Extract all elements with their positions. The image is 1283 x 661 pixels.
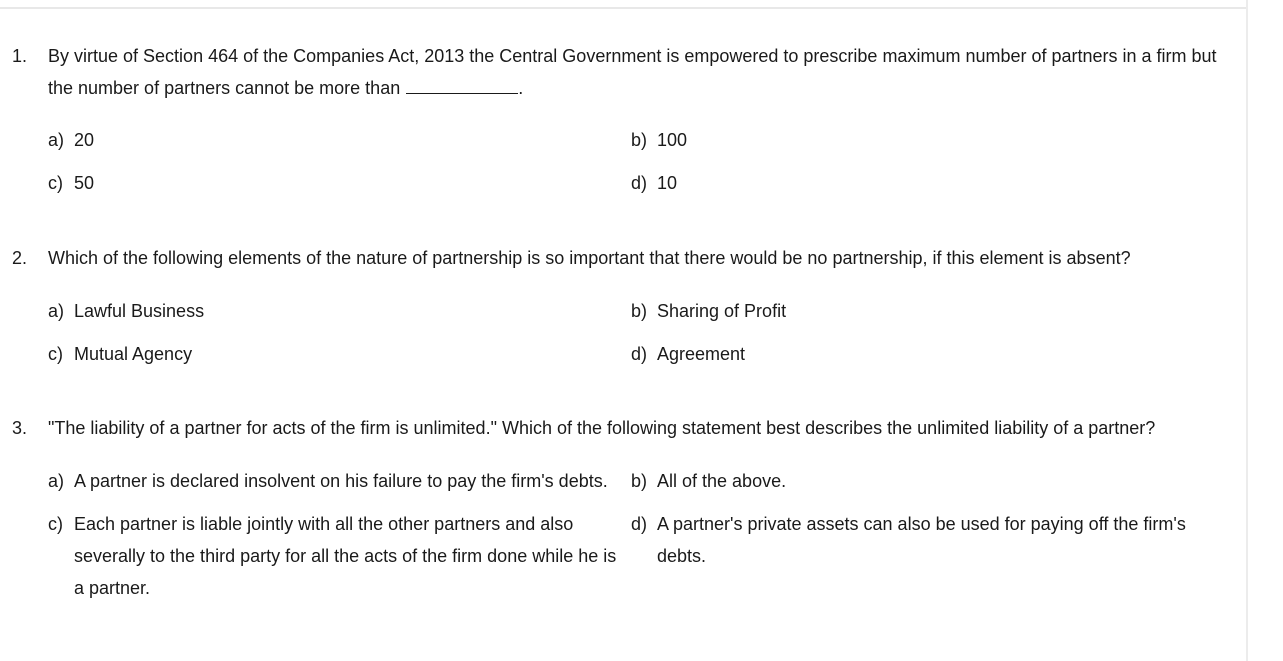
option-text: Lawful Business bbox=[74, 301, 205, 321]
option-letter: d) bbox=[631, 514, 648, 534]
answer-blank bbox=[406, 79, 518, 94]
option-letter: a) bbox=[48, 301, 65, 321]
option-letter: c) bbox=[48, 514, 63, 534]
question-number: 2. bbox=[12, 248, 28, 268]
option-text: 20 bbox=[74, 130, 95, 150]
question-stem: By virtue of Section 464 of the Companies Act, 2013 the Central Government is empowered to prescribe maximum number of partners in a firm but the number of partners cannot be more than bbox=[48, 46, 1217, 98]
option-letter: b) bbox=[631, 471, 648, 491]
option-letter: c) bbox=[48, 173, 63, 193]
question-text: "The liability of a partner for acts of the firm is unlimited." Which of the following statement best describes the unlimited liability of a partner? bbox=[48, 418, 1156, 438]
option-text: Agreement bbox=[657, 344, 746, 364]
option-text: A partner is declared insolvent on his failure to pay the firm's debts. bbox=[74, 471, 608, 491]
option-letter: b) bbox=[631, 130, 648, 150]
option-letter: c) bbox=[48, 344, 63, 364]
option-letter: b) bbox=[631, 301, 648, 321]
option-text: All of the above. bbox=[657, 471, 787, 491]
right-scroll-edge bbox=[1246, 0, 1248, 661]
option-text: 100 bbox=[657, 130, 688, 150]
option-text: 10 bbox=[657, 173, 678, 193]
question-stem-end: . bbox=[518, 78, 524, 98]
option-letter: a) bbox=[48, 471, 65, 491]
option-letter: d) bbox=[631, 344, 648, 364]
option-text: Sharing of Profit bbox=[657, 301, 787, 321]
option-text: 50 bbox=[74, 173, 95, 193]
option-text: A partner's private assets can also be used for paying off the firm's debts. bbox=[657, 514, 1186, 566]
question-number: 1. bbox=[12, 46, 28, 66]
question-text bbox=[48, 40, 1218, 104]
question-number: 3. bbox=[12, 418, 28, 438]
option-text: Each partner is liable jointly with all the other partners and also severally to the third party for all the acts of the firm done while he is a partner. bbox=[74, 514, 617, 598]
option-text: Mutual Agency bbox=[74, 344, 193, 364]
question-text: Which of the following elements of the nature of partnership is so important that there would be no partnership, if this element is absent? bbox=[48, 248, 1131, 268]
option-letter: a) bbox=[48, 130, 65, 150]
option-letter: d) bbox=[631, 173, 648, 193]
